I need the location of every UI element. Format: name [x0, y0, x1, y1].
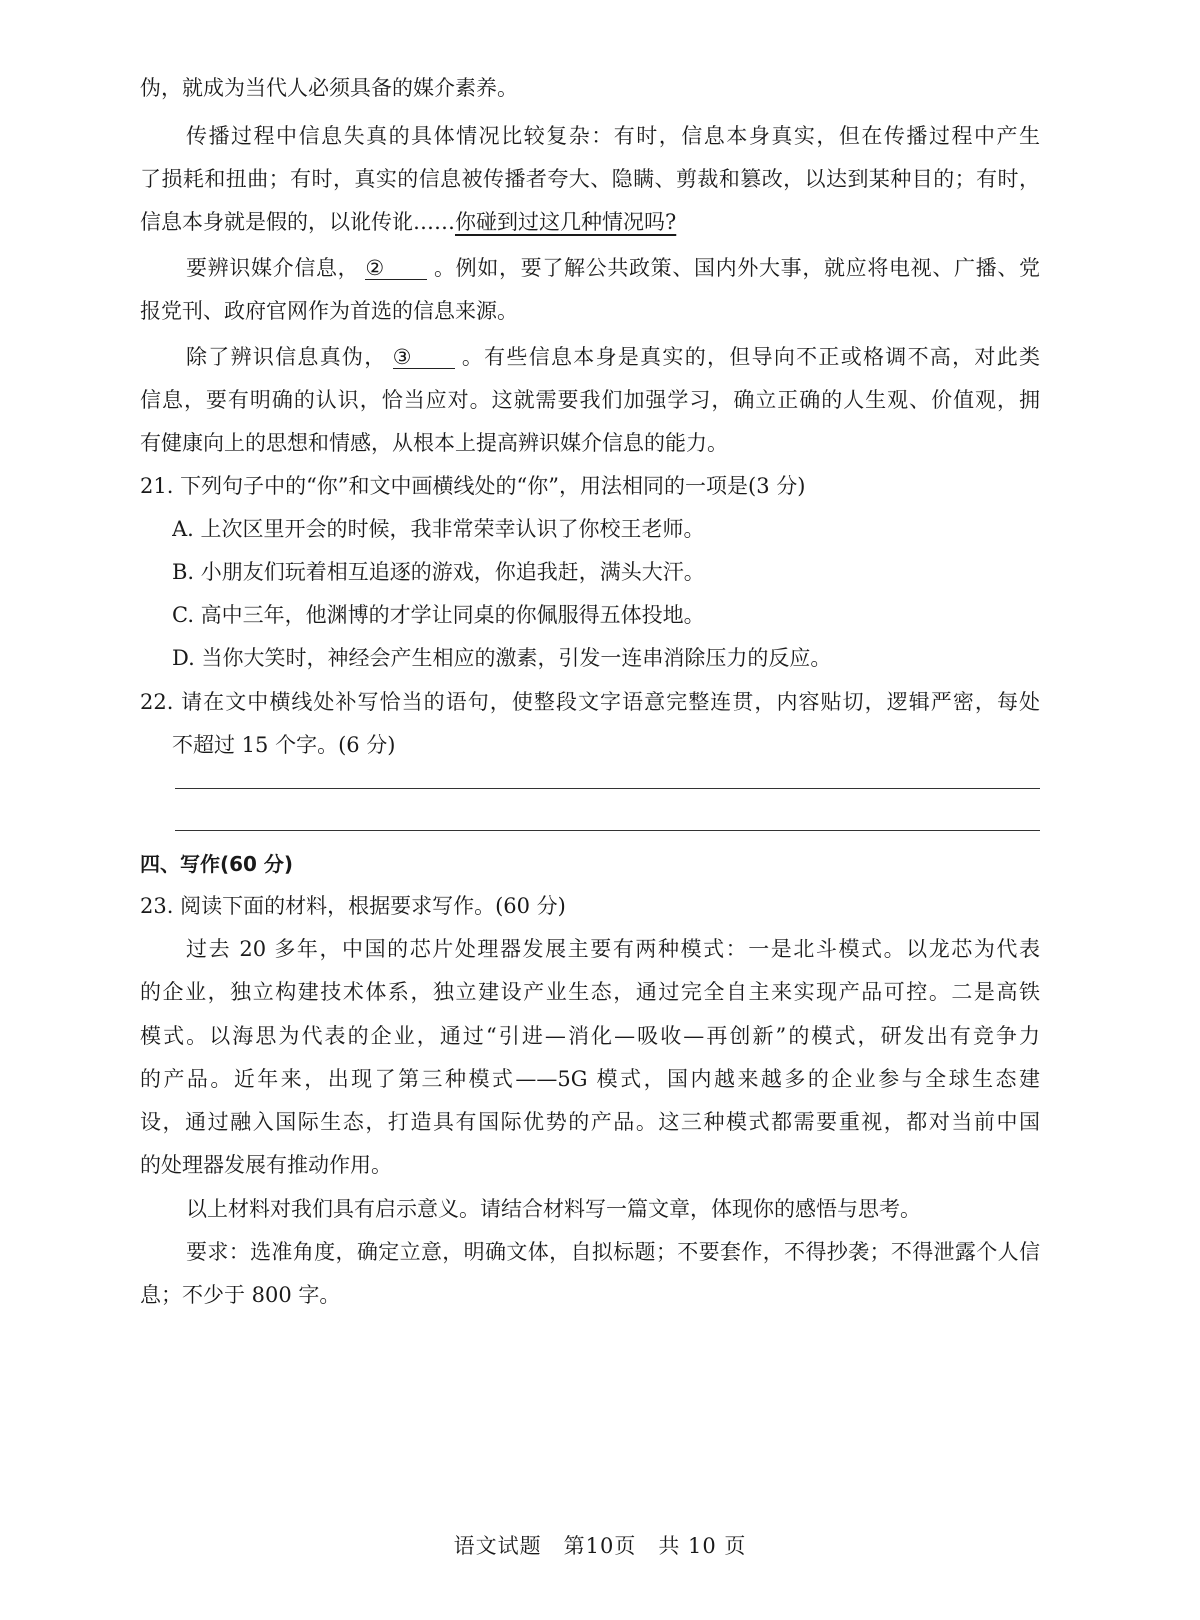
question-21-option-d: D. 当你大笑时，神经会产生相应的激素，引发一连串消除压力的反应。	[172, 646, 832, 670]
passage-text: 除了辨识信息真伪，	[186, 345, 387, 369]
answer-line	[175, 788, 1040, 789]
passage-line: 了损耗和扭曲；有时，真实的信息被传播者夸大、隐瞒、剪裁和篡改，以达到某种目的；有时，	[140, 167, 1040, 191]
answer-line	[175, 830, 1040, 831]
section-heading: 四、写作(60 分)	[140, 852, 294, 876]
passage-line: 伪，就成为当代人必须具备的媒介素养。	[140, 76, 518, 100]
material-line: 的企业，独立构建技术体系，独立建设产业生态，通过完全自主来实现产品可控。二是高铁	[140, 980, 1040, 1004]
page-footer: 语文试题 第10页 共 10 页	[453, 1534, 747, 1558]
writing-prompt: 以上材料对我们具有启示意义。请结合材料写一篇文章，体现你的感悟与思考。	[186, 1197, 921, 1221]
passage-line: 传播过程中信息失真的具体情况比较复杂：有时，信息本身真实，但在传播过程中产生	[186, 124, 1040, 148]
blank-2: ②	[365, 257, 427, 280]
passage-text: 信息本身就是假的，以讹传讹……	[140, 210, 455, 234]
passage-text: 要辨识媒介信息，	[186, 256, 360, 280]
passage-line: 报党刊、政府官网作为首选的信息来源。	[140, 299, 518, 323]
material-line: 的产品。近年来，出现了第三种模式——5G 模式，国内越来越多的企业参与全球生态建	[140, 1067, 1040, 1091]
passage-line: 有健康向上的思想和情感，从根本上提高辨识媒介信息的能力。	[140, 431, 728, 455]
material-line: 的处理器发展有推动作用。	[140, 1153, 392, 1177]
question-21-stem: 21. 下列句子中的“你”和文中画横线处的“你”，用法相同的一项是(3 分)	[140, 474, 806, 498]
passage-text: 。有些信息本身是真实的，但导向不正或格调不高，对此类	[460, 345, 1040, 369]
question-21-option-b: B. 小朋友们玩着相互追逐的游戏，你追我赶，满头大汗。	[172, 560, 705, 584]
passage-line	[186, 252, 1040, 284]
passage-line	[186, 341, 1040, 373]
question-21-option-a: A. 上次区里开会的时候，我非常荣幸认识了你校王老师。	[172, 517, 705, 541]
writing-requirements: 息；不少于 800 字。	[140, 1283, 341, 1307]
question-23-stem: 23. 阅读下面的材料，根据要求写作。(60 分)	[140, 894, 566, 918]
passage-line	[140, 206, 1040, 238]
blank-3: ③	[393, 346, 455, 369]
material-line: 过去 20 多年，中国的芯片处理器发展主要有两种模式：一是北斗模式。以龙芯为代表	[186, 937, 1040, 961]
question-22-stem: 不超过 15 个字。(6 分)	[172, 733, 396, 757]
material-line: 设，通过融入国际生态，打造具有国际优势的产品。这三种模式都需要重视，都对当前中国	[140, 1110, 1040, 1134]
passage-text: 。例如，要了解公共政策、国内外大事，就应将电视、广播、党	[433, 256, 1040, 280]
writing-requirements: 要求：选准角度，确定立意，明确文体，自拟标题；不要套作，不得抄袭；不得泄露个人信	[186, 1240, 1040, 1264]
material-line: 模式。以海思为代表的企业，通过“引进—消化—吸收—再创新”的模式，研发出有竞争力	[140, 1024, 1040, 1048]
passage-line: 信息，要有明确的认识，恰当应对。这就需要我们加强学习，确立正确的人生观、价值观，拥	[140, 388, 1040, 412]
underlined-question: 你碰到过这几种情况吗?	[455, 210, 677, 234]
question-21-option-c: C. 高中三年，他渊博的才学让同桌的你佩服得五体投地。	[172, 603, 705, 627]
question-22-stem: 22. 请在文中横线处补写恰当的语句，使整段文字语意完整连贯，内容贴切，逻辑严密，每处	[140, 690, 1040, 714]
